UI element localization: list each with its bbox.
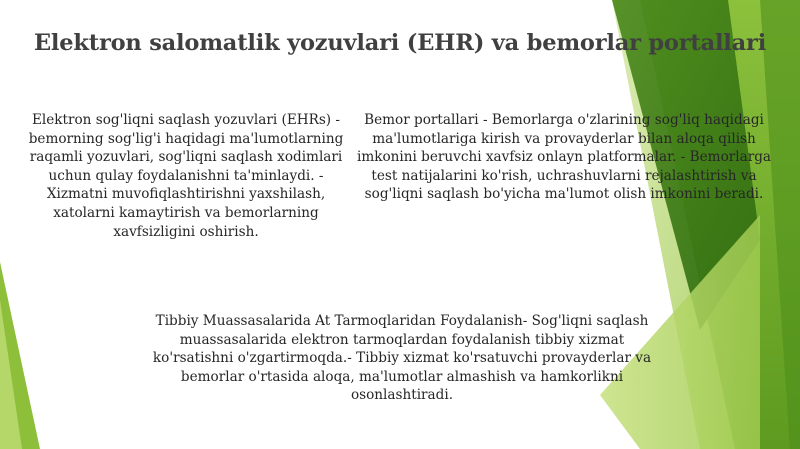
patient-portal-description: Bemor portallari - Bemorlarga o'zlarining sog'liq haqidagi ma'lumotlariga kirish va provayderlar bilan aloqa qilish imkonini beruvchi xavfsiz onlayn platformalar. - Bemorlarga test natijalarini ko'rish, uchrashuvlarni rejalashtirish va sog'liqni saqlash bo'yicha ma'lumot olish imkonini beradi. bbox=[356, 112, 772, 203]
ehr-description: Elektron sog'liqni saqlash yozuvlari (EHRs) - bemorning sog'lig'i haqidagi ma'lumotlarning raqamli yozuvlari, sog'liqni saqlash xodimlari uchun qulay foydalanishni ta'minlaydi. - Xizmatni muvofiqlashtirishni yaxshilash, xatolarni kamaytirish va bemorlarning xavfsizligini oshirish. bbox=[28, 112, 344, 240]
slide-title: Elektron salomatlik yozuvlari (EHR) va bemorlar portallari bbox=[33, 30, 767, 56]
network-usage-description: Tibbiy Muassasalarida At Tarmoqlaridan Foydalanish- Sog'liqni saqlash muassasalarida elektron tarmoqlardan foydalanish tibbiy xizmat ko'rsatishni o'zgartirmoqda.- Tibbiy xizmat ko'rsatuvchi provayderlar va bemorlar o'rtasida aloqa, ma'lumotlar almashish va hamkorlikni osonlashtiradi. bbox=[152, 313, 652, 404]
